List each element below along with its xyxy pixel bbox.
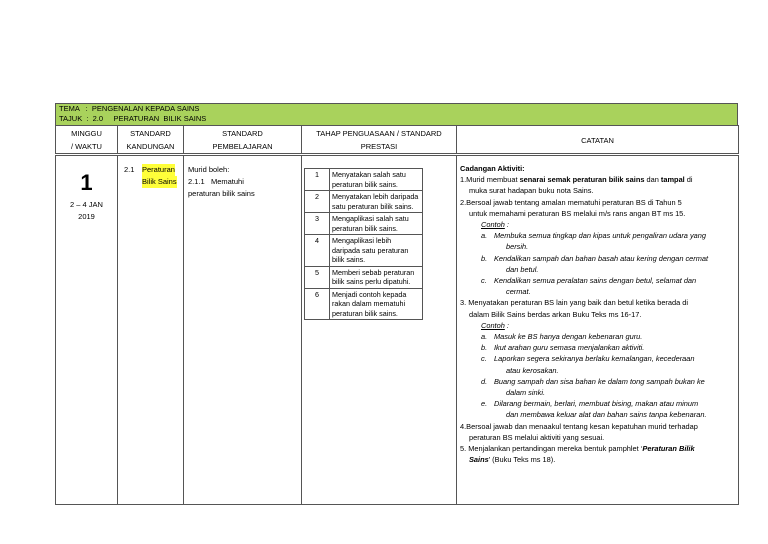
example-letter: b.: [481, 253, 488, 263]
activity-4-line2: peraturan BS melalui aktiviti yang sesuai.: [469, 432, 605, 442]
activity-1-text-a: 1.Murid membuat: [460, 175, 520, 185]
contoh-2-colon: :: [504, 320, 509, 330]
example-item: [460, 353, 736, 364]
example-text: Kendalikan sampah dan bahan basah atau kering dengan cermat: [494, 253, 709, 263]
example-letter: [460, 409, 494, 420]
example-item: [460, 376, 736, 387]
tajuk-line: TAJUK : 2.0 PERATURAN BILIK SAINS: [59, 114, 207, 123]
tema-line: TEMA : PENGENALAN KEPADA SAINS: [59, 104, 200, 113]
header-pembelajaran: [184, 126, 302, 155]
tahap-level: 5: [305, 266, 330, 288]
example-text: Membuka semua tingkap dan kipas untuk pengaliran udara yang: [494, 231, 707, 241]
week-number: 1: [80, 170, 93, 195]
contoh-label-2: [460, 320, 736, 331]
catatan-heading: Cadangan Aktiviti:: [460, 164, 525, 173]
header-tahap: [302, 126, 457, 155]
example-letter: d.: [481, 376, 488, 386]
activity-1-text-e: di: [684, 175, 693, 185]
contoh-1-colon: :: [504, 220, 509, 230]
example-text: bersih.: [506, 242, 529, 252]
example-list-b: [460, 331, 736, 421]
lesson-plan-table: [55, 125, 739, 505]
activity-3-line2: dalam Bilik Sains berdas arkan Buku Teks ms 16-17.: [469, 309, 642, 319]
example-item: [460, 253, 736, 264]
example-text: Kendalikan semua peralatan sains dengan betul, selamat dan: [494, 276, 697, 286]
kandungan-title-1: Peraturan: [142, 165, 175, 174]
tahap-level: 3: [305, 213, 330, 235]
pembelajaran-cell: [184, 155, 302, 505]
pembelajaran-text-1: Mematuhi: [210, 177, 244, 186]
week-date-line1: 2 – 4 JAN: [70, 200, 103, 209]
tahap-description: Mengaplikasi salah satu peraturan bilik sains.: [330, 213, 423, 235]
example-item: [460, 398, 736, 409]
header-kandungan-line2: KANDUNGAN: [126, 142, 175, 151]
tahap-level: 1: [305, 169, 330, 191]
tahap-level: 6: [305, 288, 330, 320]
tahap-row: [305, 191, 423, 213]
example-item: [460, 230, 736, 241]
header-catatan-label: CATATAN: [581, 135, 614, 145]
topic-banner: [55, 103, 738, 127]
example-letter: a.: [481, 332, 488, 342]
example-item: [460, 409, 736, 420]
header-minggu: [56, 126, 118, 155]
activity-3-line1: 3. Menyatakan peraturan BS lain yang baik dan betul ketika berada di: [460, 298, 689, 308]
example-letter: e.: [481, 399, 488, 409]
header-kandungan: [118, 126, 184, 155]
header-tahap-line1: TAHAP PENGUASAAN / STANDARD: [316, 129, 442, 138]
example-text: atau kerosakan.: [506, 365, 559, 375]
header-pembelajaran-line2: PEMBELAJARAN: [212, 142, 273, 151]
example-letter: b.: [481, 343, 488, 353]
minggu-cell: [56, 155, 118, 505]
header-row: [56, 126, 739, 155]
header-catatan: [457, 126, 739, 155]
example-text: dalam sinki.: [506, 388, 546, 398]
contoh-1-word: Contoh: [481, 220, 505, 230]
tahap-description: Menyatakan salah satu peraturan bilik sains.: [330, 169, 423, 191]
tahap-description: Menyatakan lebih daripada satu peraturan bilik sains.: [330, 191, 423, 213]
content-row: [56, 155, 739, 505]
activity-4-line1: 4.Bersoal jawab dan menaakul tentang kesan kepatuhan murid terhadap: [460, 421, 698, 431]
example-item: [460, 331, 736, 342]
example-text: Dilarang bermain, berlari, membuat bising, makan atau minum: [494, 399, 699, 409]
example-item: [460, 342, 736, 353]
activity-5-line2: [460, 454, 736, 465]
tahap-row: [305, 266, 423, 288]
tahap-row: [305, 235, 423, 267]
header-tahap-line2: PRESTASI: [360, 142, 398, 151]
kandungan-text: [118, 156, 183, 188]
activity-2-line1: 2.Bersoal jawab tentang amalan mematuhi peraturan BS di Tahun 5: [460, 197, 682, 207]
example-text: Buang sampah dan sisa bahan ke dalam tong sampah bukan ke: [494, 376, 705, 386]
header-minggu-line2: / WAKTU: [71, 142, 102, 151]
activity-5-line1: [460, 443, 736, 454]
catatan-cell: [457, 155, 739, 505]
pembelajaran-code: 2.1.1: [188, 177, 205, 186]
activity-1-text-f: muka surat hadapan buku nota Sains.: [469, 186, 594, 196]
tahap-row: [305, 288, 423, 320]
example-item: [460, 365, 736, 376]
pembelajaran-text-2: peraturan bilik sains: [188, 189, 255, 198]
tahap-description: Mengaplikasi lebih daripada satu peraturan bilik sains.: [330, 235, 423, 267]
example-letter: [460, 264, 494, 275]
example-list-a: [460, 230, 736, 297]
example-letter: [460, 387, 494, 398]
activity-1: [460, 174, 736, 185]
example-item: [460, 286, 736, 297]
example-item: [460, 275, 736, 286]
example-letter: a.: [481, 231, 488, 241]
example-text: cermat.: [506, 287, 531, 297]
tahap-row: [305, 169, 423, 191]
example-item: [460, 241, 736, 252]
example-item: [460, 264, 736, 275]
tahap-description: Menjadi contoh kepada rakan dalam mematuhi peraturan bilik sains.: [330, 288, 423, 320]
catatan-text: [457, 156, 738, 467]
pembelajaran-text: [184, 156, 301, 200]
contoh-label-1: [460, 219, 736, 230]
header-kandungan-line1: STANDARD: [130, 129, 171, 138]
activity-5-text-a: 5. Menjalankan pertandingan mereka bentuk pamphlet ‘: [460, 444, 643, 454]
activity-5-text-c: Sains: [469, 455, 489, 465]
example-text: Ikut arahan guru semasa menjalankan aktiviti.: [494, 343, 645, 353]
example-item: [460, 387, 736, 398]
activity-2-line2: untuk memahami peraturan BS melalui m/s rans angan BT ms 15.: [469, 208, 686, 218]
tahap-cell: [302, 155, 457, 505]
example-text: dan betul.: [506, 264, 539, 274]
example-letter: [460, 241, 494, 252]
example-text: Masuk ke BS hanya dengan kebenaran guru.: [494, 332, 643, 342]
example-letter: c.: [481, 354, 487, 364]
example-text: Laporkan segera sekiranya berlaku kemalangan, kecederaan: [494, 354, 695, 364]
kandungan-code: 2.1: [124, 165, 135, 174]
kandungan-cell: [118, 155, 184, 505]
tahap-penguasaan-table: [304, 168, 423, 320]
activity-1-text-b: senarai semak peraturan bilik sains: [519, 175, 645, 185]
example-letter: c.: [481, 276, 487, 286]
example-letter: [460, 365, 494, 376]
contoh-2-word: Contoh: [481, 320, 505, 330]
tahap-description: Memberi sebab peraturan bilik sains perlu dipatuhi.: [330, 266, 423, 288]
example-text: dan membawa keluar alat dan bahan sains tanpa kebenaran.: [506, 410, 707, 420]
tahap-row: [305, 213, 423, 235]
activity-1-text-d: tampal: [660, 175, 685, 185]
header-minggu-line1: MINGGU: [71, 129, 102, 138]
activity-1-text-c: dan: [644, 175, 661, 185]
activity-5-text-d: ’ (Buku Teks ms 18).: [488, 455, 556, 465]
week-date-line2: 2019: [78, 212, 95, 221]
example-letter: [460, 286, 494, 297]
header-pembelajaran-line1: STANDARD: [222, 129, 263, 138]
tahap-level: 4: [305, 235, 330, 267]
pembelajaran-intro: Murid boleh:: [188, 165, 230, 174]
tahap-level: 2: [305, 191, 330, 213]
activity-5-text-b: Peraturan Bilik: [642, 444, 695, 454]
kandungan-title-2: Bilik Sains: [142, 177, 177, 186]
